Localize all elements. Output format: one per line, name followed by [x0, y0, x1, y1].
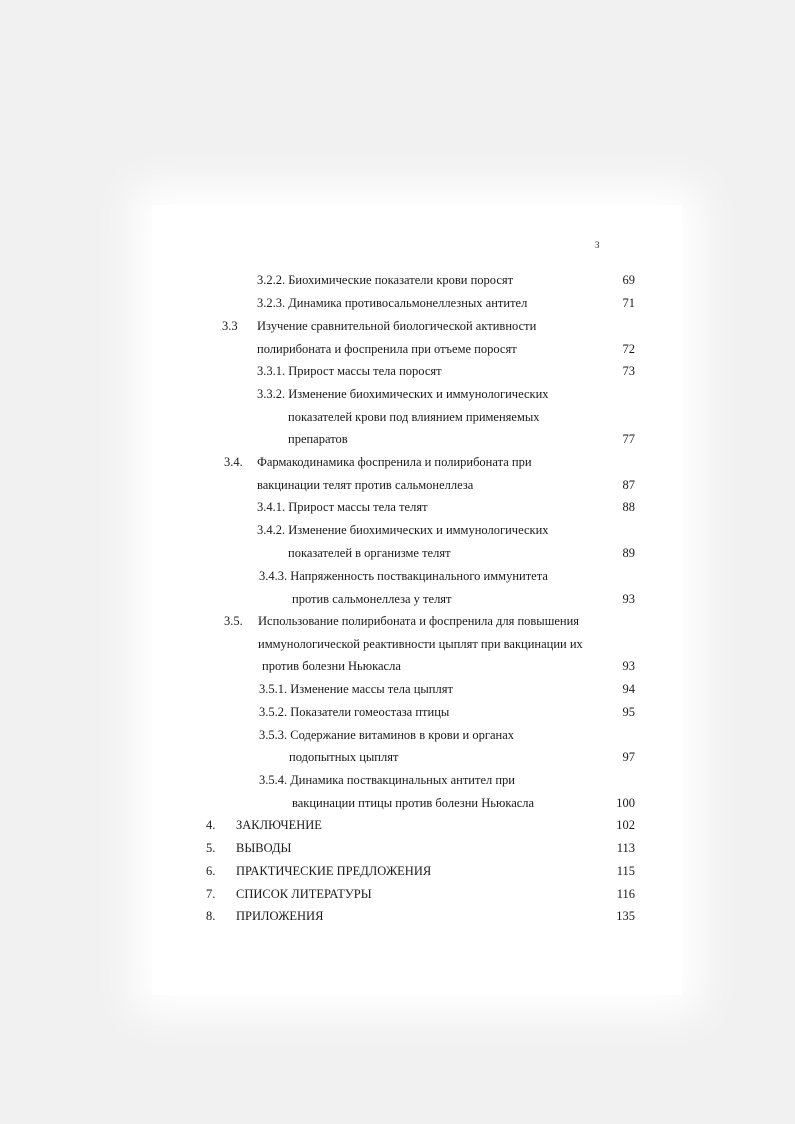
toc-entry-page: 87	[622, 478, 635, 492]
toc-entry-page: 88	[622, 500, 635, 514]
toc-entry-page: 73	[622, 364, 635, 378]
toc-entry-page: 71	[622, 296, 635, 310]
toc-entry-text: ПРАКТИЧЕСКИЕ ПРЕДЛОЖЕНИЯ	[236, 864, 432, 878]
toc-entry-text: 3.2.3. Динамика противосальмонеллезных антител	[257, 296, 528, 310]
toc-entry-page: 93	[622, 592, 635, 606]
toc-entry	[0, 634, 795, 654]
toc-entry	[0, 656, 795, 676]
toc-entry-page: 93	[622, 659, 635, 673]
toc-entry-page: 69	[622, 273, 635, 287]
toc-entry	[0, 407, 795, 427]
toc-entry-number: 3.3	[222, 319, 238, 333]
toc-entry-number: 7.	[206, 887, 216, 901]
toc-entry-page: 77	[622, 432, 635, 446]
toc-entry-text: полирибоната и фоспренила при отъеме поросят	[257, 342, 517, 356]
toc-entry	[0, 725, 795, 745]
toc-entry-number: 8.	[206, 909, 216, 923]
toc-entry	[0, 339, 795, 359]
toc-entry-text: 3.3.2. Изменение биохимических и иммунологических	[257, 387, 549, 401]
toc-entry	[0, 543, 795, 563]
toc-entry	[0, 429, 795, 449]
toc-entry-text: 3.3.1. Прирост массы тела поросят	[257, 364, 442, 378]
toc-entry	[0, 566, 795, 586]
toc-entry-text: против болезни Ньюкасла	[262, 659, 401, 673]
toc-entry-text: иммунологической реактивности цыплят при вакцинации их	[258, 637, 583, 651]
toc-entry-number: 4.	[206, 818, 216, 832]
toc-entry-text: ВЫВОДЫ	[236, 841, 292, 855]
toc-entry-text: препаратов	[288, 432, 348, 446]
toc-entry-text: СПИСОК ЛИТЕРАТУРЫ	[236, 887, 372, 901]
toc-entry-text: 3.5.4. Динамика поствакцинальных антител при	[259, 773, 515, 787]
toc-entry	[0, 679, 795, 699]
toc-entry	[0, 520, 795, 540]
toc-entry	[0, 884, 795, 904]
toc-entry-text: ЗАКЛЮЧЕНИЕ	[236, 818, 322, 832]
toc-entry	[0, 838, 795, 858]
toc-entry-text: 3.5.3. Содержание витаминов в крови и органах	[259, 728, 514, 742]
toc-entry-text: против сальмонеллеза у телят	[292, 592, 452, 606]
toc-entry-page: 95	[622, 705, 635, 719]
toc-entry-text: показателей крови под влиянием применяемых	[288, 410, 540, 424]
toc-entry-page: 94	[622, 682, 635, 696]
toc-entry-text: Фармакодинамика фоспренила и полирибоната при	[257, 455, 532, 469]
toc-entry-text: Изучение сравнительной биологической активности	[257, 319, 537, 333]
toc-entry-text: 3.5.2. Показатели гомеостаза птицы	[259, 705, 450, 719]
toc-entry	[0, 815, 795, 835]
toc-entry-text: 3.4.1. Прирост массы тела телят	[257, 500, 428, 514]
toc-entry	[0, 270, 795, 290]
toc-entry-text: ПРИЛОЖЕНИЯ	[236, 909, 324, 923]
toc-entry	[0, 316, 795, 336]
toc-entry	[0, 361, 795, 381]
toc-entry	[0, 906, 795, 926]
toc-entry-text: показателей в организме телят	[288, 546, 451, 560]
toc-entry-text: 3.4.2. Изменение биохимических и иммунологических	[257, 523, 549, 537]
toc-entry-number: 3.5.	[224, 614, 243, 628]
toc-entry	[0, 793, 795, 813]
toc-entry-page: 100	[616, 796, 635, 810]
toc-entry-number: 5.	[206, 841, 216, 855]
toc-entry-page: 135	[616, 909, 635, 923]
toc-entry-text: вакцинации птицы против болезни Ньюкасла	[292, 796, 535, 810]
toc-entry-page: 97	[622, 750, 635, 764]
toc-entry	[0, 589, 795, 609]
toc-entry-page: 89	[622, 546, 635, 560]
toc-entry-page: 115	[616, 864, 635, 878]
toc-entry-page: 102	[616, 818, 635, 832]
toc-entry	[0, 770, 795, 790]
toc-entry	[0, 475, 795, 495]
toc-entry-text: 3.4.3. Напряженность поствакцинального иммунитета	[259, 569, 548, 583]
page-number: 3	[595, 240, 600, 250]
toc-entry-text: Использование полирибоната и фоспренила для повышения	[258, 614, 580, 628]
toc-entry-page: 113	[616, 841, 635, 855]
toc-entry	[0, 861, 795, 881]
toc-entry	[0, 497, 795, 517]
toc-entry-number: 6.	[206, 864, 216, 878]
toc-entry	[0, 293, 795, 313]
toc-entry-page: 116	[616, 887, 635, 901]
toc-entry-text: 3.5.1. Изменение массы тела цыплят	[259, 682, 453, 696]
toc-entry	[0, 611, 795, 631]
toc-entry	[0, 747, 795, 767]
toc-entry-text: вакцинации телят против сальмонеллеза	[257, 478, 474, 492]
toc-entry	[0, 384, 795, 404]
toc-entry	[0, 702, 795, 722]
toc-entry-number: 3.4.	[224, 455, 243, 469]
toc-entry-text: 3.2.2. Биохимические показатели крови поросят	[257, 273, 514, 287]
toc-entry	[0, 452, 795, 472]
toc-entry-text: подопытных цыплят	[289, 750, 399, 764]
toc-entry-page: 72	[622, 342, 635, 356]
